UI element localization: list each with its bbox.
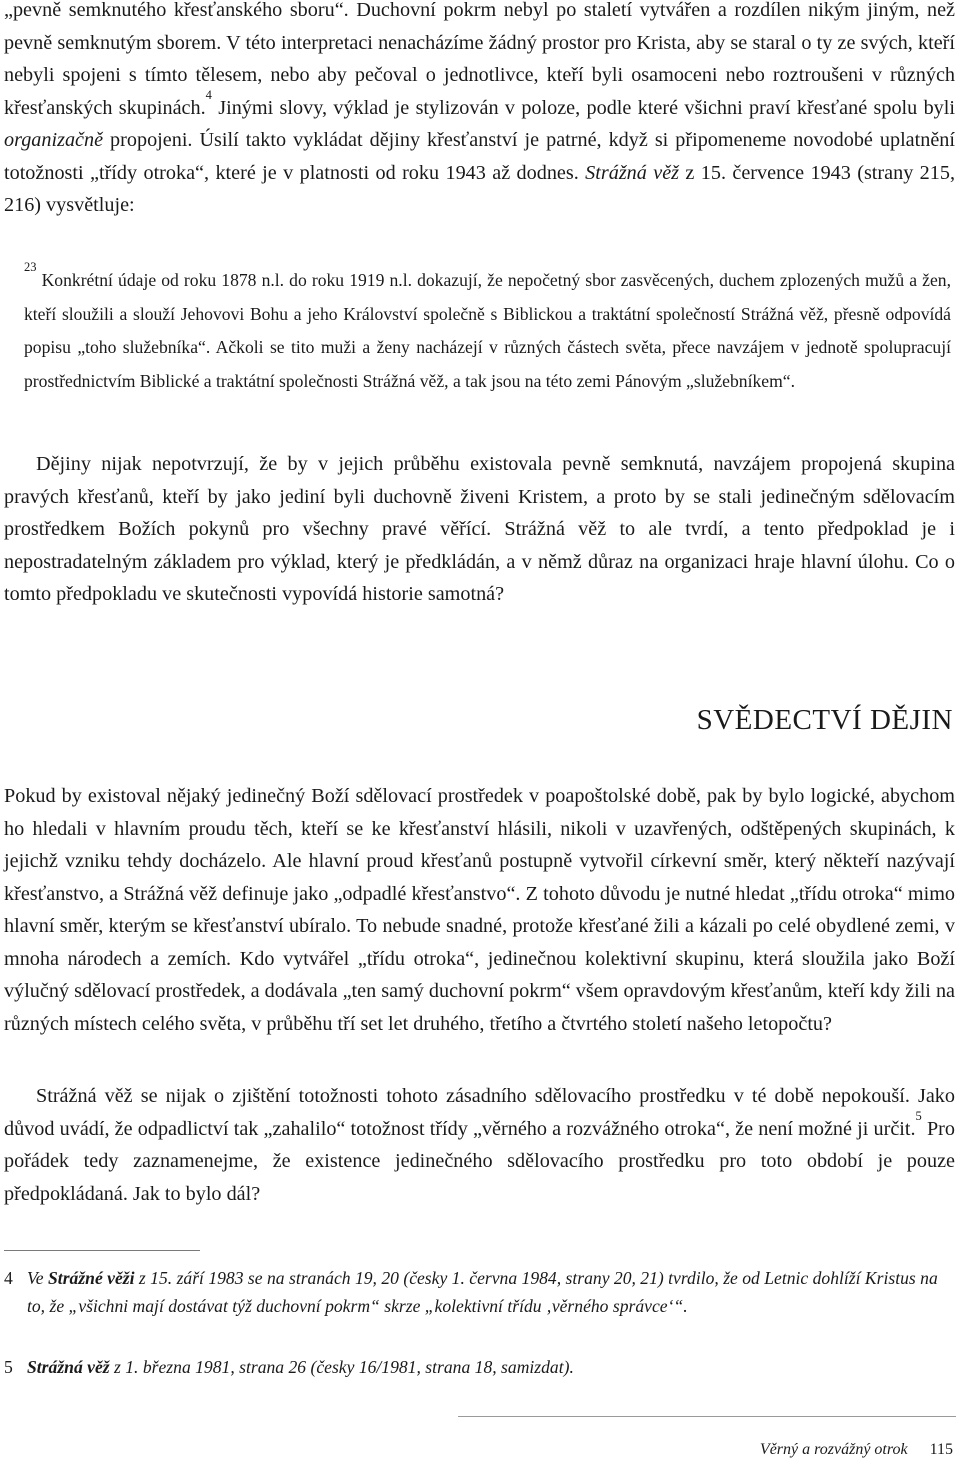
footer-divider [458, 1416, 956, 1417]
section-2-text-2: Pro pořádek tedy zaznamenejme, že existence jedinečného sdělovacího prostředku pro toto období je pouze předpokládaná. Jak to bylo dál? [4, 1117, 955, 1205]
intro-text-2: Jinými slovy, výklad je stylizován v poloze, podle které všichni praví křesťané spolu byli [211, 96, 955, 119]
intro-text-3: propojeni. Úsilí takto vykládat dějiny křesťanství je patrné, když si připomeneme novodobé uplatnění totožnosti „třídy otroka“, které je v platnosti od roku 1943 až dodnes. [4, 129, 955, 184]
page-number: 115 [929, 1441, 953, 1458]
footnote-text [27, 1264, 956, 1321]
paragraph-section-2 [4, 1080, 955, 1210]
paragraph-section-1: Pokud by existoval nějaký jedinečný Boží sdělovací prostředek v poapoštolské době, pak by bylo logické, abychom ho hledali v hlavním proudu těch, kteří se ke křesťanství hlásili, nikoli v uzavřených, odštěpených skupinách, k jejichž vzniku tehdy docházelo. Ale hlavní proud křesťanů postupně vytvořil církevní směr, který někteří nazývají křesťanstvo, a Strážná věž definuje jako „odpadlé křesťanstvo“. Z tohoto důvodu je nutné hledat „třídu otroka“ mimo hlavní směr, kterým se křesťanství ubíralo. To nebude snadné, protože křesťané žili a kázali po celé obydlené zemi, v mnoha národech a zemích. Kdo vytvářel „třídu otroka“, jedinečnou kolektivní skupinu, která sloužila jako Boží výlučný sdělovací prostředek, a dodávala „ten samý duchovní pokrm“ všem opravdovým křesťanům, kteří kdy žili na různých místech celého světa, v průběhu tří set let druhého, třetího a čtvrtého století našeho letopočtu? [4, 785, 956, 1035]
intro-paragraph [4, 0, 955, 222]
block-quote [24, 260, 951, 398]
paragraph-history: Dějiny nijak nepotvrzují, že by v jejich průběhu existovala pevně semknutá, navzájem propojená skupina pravých křesťanů, kteří by jako jediní byli duchovně živeni Kristem, a proto by se stali jedinečným sdělovacím prostředkem Božích pokynů pro všechny pravé věřící. Strážná věž to ale tvrdí, a tento předpoklad je i nepostradatelným základem pro výklad, který je předkládán, a v němž důraz na organizaci hraje hlavní úlohu. Co o tomto předpokladu ve skutečnosti vypovídá historie samotná? [4, 453, 955, 605]
footnote-source-title: Strážné věži [48, 1268, 135, 1288]
footnote-body: z 1. března 1981, strana 26 (česky 16/1981, strana 18, samizdat). [109, 1357, 574, 1377]
section-2-text-1: Strážná věž se nijak o zjištění totožnosti tohoto zásadního sdělovacího prostředku v té době nepokouší. Jako důvod uvádí, že odpadlictví tak „zahalilo“ totožnost třídy „věrného a rozvážného otroka“, že není možné ji určit. [4, 1085, 955, 1140]
footnote-body: z 15. září 1983 se na stranách 19, 20 (česky 1. června 1984, strany 20, 21) tvrdilo, že od Letnic dohlíží Kristus na to, že „všichni mají dostávat týž duchovní pokrm“ skrze „kolektivní třídu ‚věrného správce‘“. [27, 1268, 938, 1317]
footnote-ref-5[interactable]: 5 [915, 1108, 922, 1123]
footnote-divider [4, 1250, 200, 1251]
footnote-text [27, 1353, 956, 1381]
intro-emphasis-strazna-vez: Strážná věž [585, 161, 680, 184]
footnote-5 [4, 1353, 956, 1381]
page-footer [760, 1441, 953, 1459]
intro-emphasis-organizacne: organizačně [4, 129, 104, 151]
footnote-prefix: Ve [27, 1268, 49, 1288]
footnote-source-title: Strážná věž [27, 1357, 110, 1377]
section-heading: SVĚDECTVÍ DĚJIN [696, 704, 953, 736]
intro-text-1: „pevně semknutého křesťanského sboru“. Duchovní pokrm nebyl po staletí vytvářen a rozdílen nikým jiným, než pevně semknutým sborem. V této interpretaci nenacházíme žádný prostor pro Krista, aby se staral o ty ze svých, kteří nebyli spojeni s tímto tělesem, nebo aby pečoval o jednotlivce, kteří byli osamoceni nebo roztroušeni v různých křesťanských skupinách. [4, 0, 955, 119]
running-title: Věrný a rozvážný otrok [759, 1441, 908, 1458]
quote-text: Konkrétní údaje od roku 1878 n.l. do roku 1919 n.l. dokazují, že nepočetný sbor zasvěcených, duchem zplozených mužů a žen, kteří sloužili a slouží Jehovovi Bohu a jeho Království společně s Biblickou a traktátní společností Strážná věž, přesně odpovídá popisu „toho služebníka“. Ačkoli se tito muži a ženy nacházejí v různých částech světa, přece navzájem v jednotě spolupracují prostřednictvím Biblické a traktátní společnosti Strážná věž, a tak jsou na této zemi Pánovým „služebníkem“. [24, 270, 951, 391]
footnote-number: 5 [4, 1357, 13, 1377]
footnote-ref-4[interactable]: 4 [205, 87, 212, 102]
intro-text-4: z 15. července 1943 (strany 215, 216) vysvětluje: [4, 161, 955, 216]
footnote-4 [4, 1264, 956, 1321]
quote-footnote-number: 23 [24, 260, 37, 274]
footnote-number: 4 [4, 1268, 13, 1288]
